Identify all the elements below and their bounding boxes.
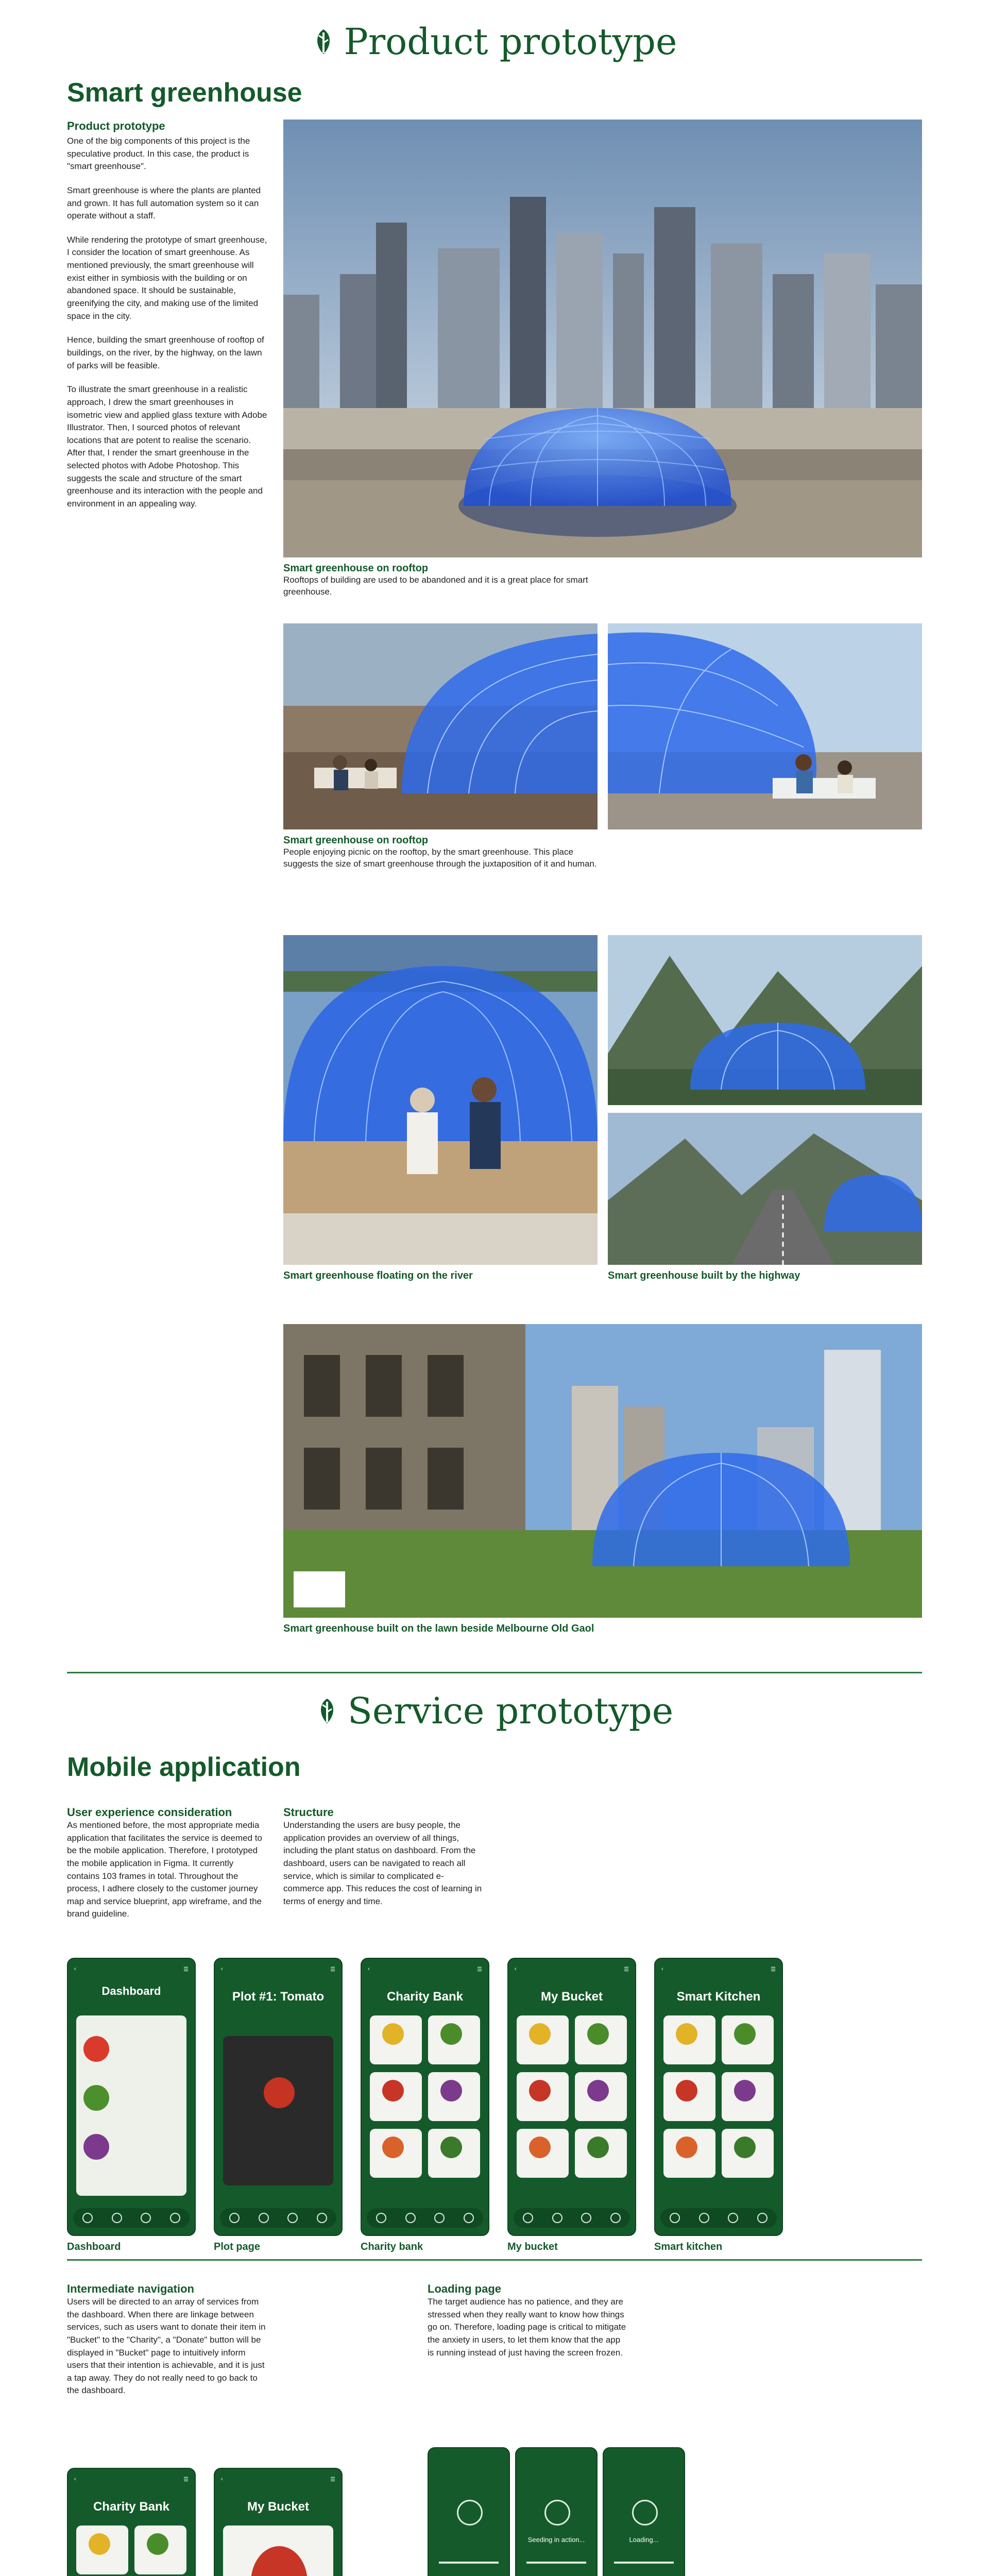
loading-text: Seeding in action... [527,2536,585,2544]
produce-icon [440,2080,462,2102]
screen-caption: Charity bank [361,2241,423,2252]
progress-bar [439,2562,499,2564]
structure-block [283,1806,484,1908]
loader-icon [632,2500,658,2526]
back-icon[interactable]: ‹ [661,1966,663,1972]
phone-screen [507,1958,636,2236]
screen-title: Dashboard [101,1985,161,1997]
intro-heading: Product prototype [67,120,165,132]
screen-caption: Dashboard [67,2241,121,2252]
back-icon[interactable]: ‹ [221,2476,223,2482]
intro-paragraph: To illustrate the smart greenhouse in a realistic approach, I drew the smart greenhouses in isometric view and applied glass texture with Adobe Illustrator. Then, I sourced photos of relevant locations that are potent to realise the scenario. After that, I render the smart greenhouse in the selected photos with Adobe Photoshop. This suggests the scale and structure of the smart greenhouse and its interaction with the people and environment in an appealing way. [67,384,267,509]
block-heading: Intermediate navigation [67,2282,194,2295]
highway-greenhouse-photo-1 [608,935,922,1105]
phone-screen [654,1958,783,2236]
loading-page-block [428,2282,628,2359]
plant-icon [83,2085,109,2111]
screen-title: Charity Bank [93,2500,170,2514]
screen-title: Plot #1: Tomato [232,1990,325,2004]
bucket-icon[interactable] [112,2213,122,2223]
screen-caption: My bucket [507,2241,558,2252]
home-icon[interactable] [82,2213,93,2223]
home-icon[interactable] [229,2213,240,2223]
product-header [309,21,680,63]
plot-camera-view [223,2036,333,2185]
caption-3: Smart greenhouse floating on the river [283,1270,473,1281]
rooftop-skyline-photo [283,120,922,557]
back-icon[interactable]: ‹ [74,2476,76,2482]
back-icon[interactable]: ‹ [74,1966,76,1972]
produce-icon [734,2080,756,2102]
caption-4: Smart greenhouse built by the highway [608,1270,800,1281]
loading-screen [603,2447,685,2576]
produce-icon [676,2080,697,2102]
block-text: Users will be directed to an array of services from the dashboard. When there are linkage between services, such as users want to donate their item in "Bucket" to the "Charity", a "Donate" button will be displayed in "Bucket" page to intuitively inform users that their intention is achievable, and it is just a tap away. They do not really need to go back to the dashboard. [67,2297,266,2396]
section-divider [67,1672,922,1673]
progress-bar [526,2562,586,2564]
menu-icon[interactable]: ☰ [477,1967,482,1973]
status-bar [221,2476,335,2483]
intro-paragraph: Hence, building the smart greenhouse of rooftop of buildings, on the river, by the highway, on the lawn of parks will be feasible. [67,335,264,370]
back-icon[interactable]: ‹ [368,1966,370,1972]
produce-icon [382,2023,404,2045]
screen-title: Smart Kitchen [676,1990,761,2004]
intro-paragraph: Smart greenhouse is where the plants are planted and grown. It has full automation system so it can operate without a staff. [67,185,261,221]
market-icon[interactable] [141,2213,151,2223]
produce-icon [734,2023,756,2045]
caption-2 [283,835,598,870]
home-icon[interactable] [523,2213,533,2223]
caption-5: Smart greenhouse built on the lawn beside Melbourne Old Gaol [283,1623,594,1634]
produce-icon [440,2137,462,2158]
kitchen-icon[interactable] [610,2213,621,2223]
caption-text: Rooftops of building are used to be abandoned and it is a great place for smart greenhouse. [283,575,588,597]
back-icon[interactable]: ‹ [221,1966,223,1972]
status-bar [74,2476,189,2483]
bucket-icon[interactable] [259,2213,269,2223]
kitchen-icon[interactable] [170,2213,180,2223]
block-heading: Structure [283,1806,334,1819]
bucket-icon[interactable] [405,2213,416,2223]
kitchen-icon[interactable] [317,2213,327,2223]
screen-title: Charity Bank [386,1990,464,2004]
menu-icon[interactable]: ☰ [330,1967,335,1973]
river-greenhouse-photo [283,935,598,1265]
produce-icon [676,2023,697,2045]
loading-screen [428,2447,510,2576]
block-text: Understanding the users are busy people, the application provides an overview of all things, including the plant status on dashboard. From the dashboard, users can be navigated to reach all service, which is similar to complicated e-commerce app. This reduces the cost of learning in terms of energy and time. [283,1820,482,1906]
menu-icon[interactable]: ☰ [183,1967,189,1973]
phone-screen [67,1958,196,2236]
produce-icon [676,2137,697,2158]
service-title: Service prototype [347,1690,674,1732]
produce-icon [529,2137,551,2158]
bottom-nav [660,2208,777,2228]
plant-icon [83,2036,109,2062]
status-bar [515,1966,629,1973]
phone-screen [214,2468,343,2576]
status-bar [368,1966,482,1973]
market-icon[interactable] [728,2213,738,2223]
bottom-nav [220,2208,336,2228]
produce-icon [587,2023,609,2045]
loader-icon [457,2500,483,2526]
highway-greenhouse-photo-2 [608,1113,922,1265]
block-heading: Loading page [428,2282,501,2295]
service-header [299,1690,690,1732]
produce-icon [529,2080,551,2102]
kitchen-icon[interactable] [464,2213,474,2223]
caption-1 [283,563,613,598]
product-title: Product prototype [344,21,677,63]
bucket-icon[interactable] [699,2213,709,2223]
product-intro [67,120,268,511]
screen-caption: Smart kitchen [654,2241,723,2252]
kitchen-icon[interactable] [757,2213,768,2223]
tomato-icon [264,2077,295,2108]
mobile-application-heading: Mobile application [67,1752,301,1782]
lawn-greenhouse-photo [283,1324,922,1618]
home-icon[interactable] [670,2213,680,2223]
produce-icon [382,2080,404,2102]
bucket-icon[interactable] [552,2213,562,2223]
phone-screen [67,2468,196,2576]
screen-caption: Plot page [214,2241,261,2252]
block-heading: User experience consideration [67,1806,232,1819]
smart-greenhouse-heading: Smart greenhouse [67,78,302,108]
loader-icon [544,2500,570,2526]
screen-title: My Bucket [247,2500,310,2514]
caption-title: Smart greenhouse on rooftop [283,563,429,574]
produce-icon [587,2080,609,2102]
block-text: As mentioned before, the most appropriate media application that facilitates the service is deemed to be the mobile application. Therefore, I prototyped the mobile application in Figma. It currently contains 103 frames in total. Throughout the process, I adhere closely to the customer journey map and service blueprint, app wireframe, and the brand guideline. [67,1820,262,1919]
plant-icon [83,2134,109,2160]
produce-icon [382,2137,404,2158]
home-icon[interactable] [376,2213,386,2223]
intro-paragraph: One of the big components of this project is the speculative product. In this case, the product is "smart greenhouse". [67,136,250,172]
caption-title: Smart greenhouse on rooftop [283,835,429,846]
produce-icon [734,2137,756,2158]
loading-screen [515,2447,598,2576]
block-text: The target audience has no patience, and they are stressed when they really want to know how things go on. Therefore, loading page is critical to mitigate the anxiety in users, to let them know that the app is running instead of just having the screen frozen. [428,2297,626,2358]
menu-icon[interactable]: ☰ [183,2477,189,2483]
ux-block [67,1806,268,1921]
phone-screen [214,1958,343,2236]
status-bar [661,1966,776,1973]
intro-paragraph: While rendering the prototype of smart greenhouse, I consider the location of smart greenhouse. As mentioned previously, the smart greenhouse will exist either in symbiosis with the building or on abandoned space. It should be sustainable, greenifying the city, and making use of the limited space in the city. [67,234,267,321]
produce-icon [147,2533,168,2555]
market-icon[interactable] [581,2213,591,2223]
section-divider [67,2259,922,2261]
produce-icon [89,2533,110,2555]
bottom-nav [73,2208,190,2228]
loading-text: Loading... [629,2536,659,2544]
status-bar [74,1966,189,1973]
screen-title: My Bucket [540,1990,603,2004]
menu-icon[interactable]: ☰ [624,1967,629,1973]
produce-icon [440,2023,462,2045]
bottom-nav [367,2208,483,2228]
menu-icon[interactable]: ☰ [771,1967,776,1973]
market-icon[interactable] [287,2213,298,2223]
progress-bar [614,2562,674,2564]
leaf-logo-icon [316,1697,338,1725]
rooftop-picnic-photo-2 [608,623,922,829]
intermediate-nav-block [67,2282,268,2397]
bottom-nav [514,2208,630,2228]
menu-icon[interactable]: ☰ [330,2477,335,2483]
market-icon[interactable] [434,2213,445,2223]
status-bar [221,1966,335,1973]
caption-text: People enjoying picnic on the rooftop, by the smart greenhouse. This place suggests the size of smart greenhouse through the juxtaposition of it and human. [283,847,597,869]
phone-screen [361,1958,489,2236]
back-icon[interactable]: ‹ [515,1966,517,1972]
produce-icon [587,2137,609,2158]
rooftop-picnic-photo-1 [283,623,598,829]
leaf-logo-icon [312,27,335,56]
produce-icon [529,2023,551,2045]
